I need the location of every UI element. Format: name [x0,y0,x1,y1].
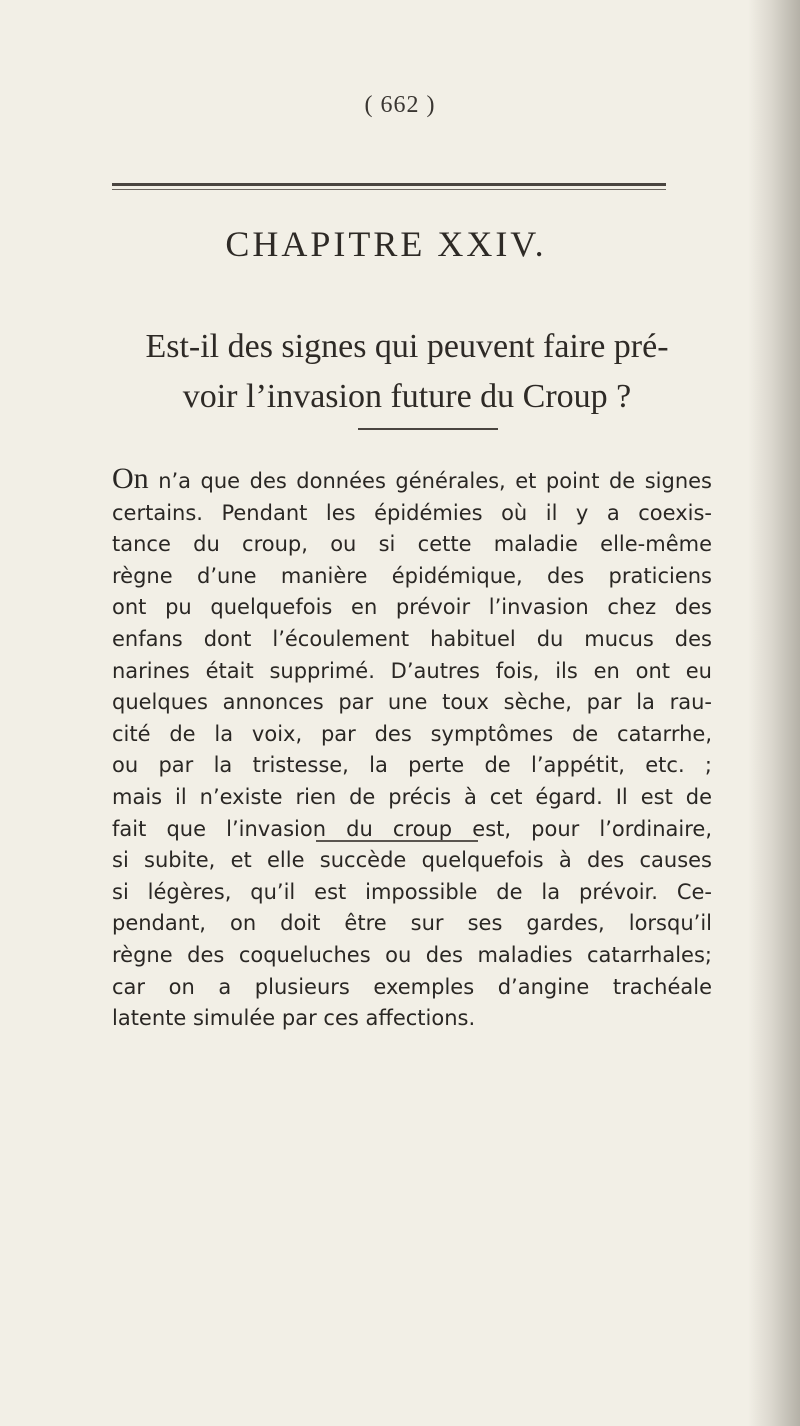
bottom-rule [316,840,478,842]
body-line: règne d’une manière épidémique, des praticiens [112,563,712,588]
heading-rule [358,428,498,430]
body-line: si légères, qu’il est impossible de la prévoir. Ce- [112,879,712,904]
body-line: narines était supprimé. D’autres fois, ils en ont eu [112,658,712,683]
body-line: si subite, et elle succède quelquefois à des causes [112,848,712,873]
chapter-title: CHAPITRE XXIV. [225,224,547,264]
body-line [112,463,712,498]
body-line: pendant, on doit être sur ses gardes, lorsqu’il [112,911,712,936]
body-line: cité de la voix, par des symptômes de catarrhe, [112,721,712,746]
body-paragraph [112,463,712,1035]
body-line: fait que l’invasion du croup est, pour l’ordinaire, [112,816,712,841]
body-line: enfans dont l’écoulement habituel du mucus des [112,626,712,651]
body-line: car on a plusieurs exemples d’angine trachéale [112,974,712,999]
body-line: mais il n’existe rien de précis à cet égard. Il est de [112,784,712,809]
heading-line: Est-il des signes qui peuvent faire pré- [145,328,669,365]
first-line-text: n’a que des données générales, et point de signes [158,469,712,493]
body-line: latente simulée par ces affections. [112,1006,476,1031]
body-line: ou par la tristesse, la perte de l’appétit, etc. ; [112,753,712,778]
initial-letters: On [112,462,149,495]
body-line: certains. Pendant les épidémies où il y a coexis- [112,500,712,525]
chapter-heading [112,322,702,422]
body-line: règne des coqueluches ou des maladies catarrhales; [112,942,712,967]
body-line: ont pu quelquefois en prévoir l’invasion chez des [112,595,712,620]
heading-line: voir l’invasion future du Croup ? [182,378,632,415]
page-edge-shadow [748,0,800,1426]
body-line: tance du croup, ou si cette maladie elle-même [112,532,712,557]
page-number: ( 662 ) [364,92,436,118]
top-rule [112,183,666,186]
body-line: quelques annonces par une toux sèche, par la rau- [112,690,712,715]
